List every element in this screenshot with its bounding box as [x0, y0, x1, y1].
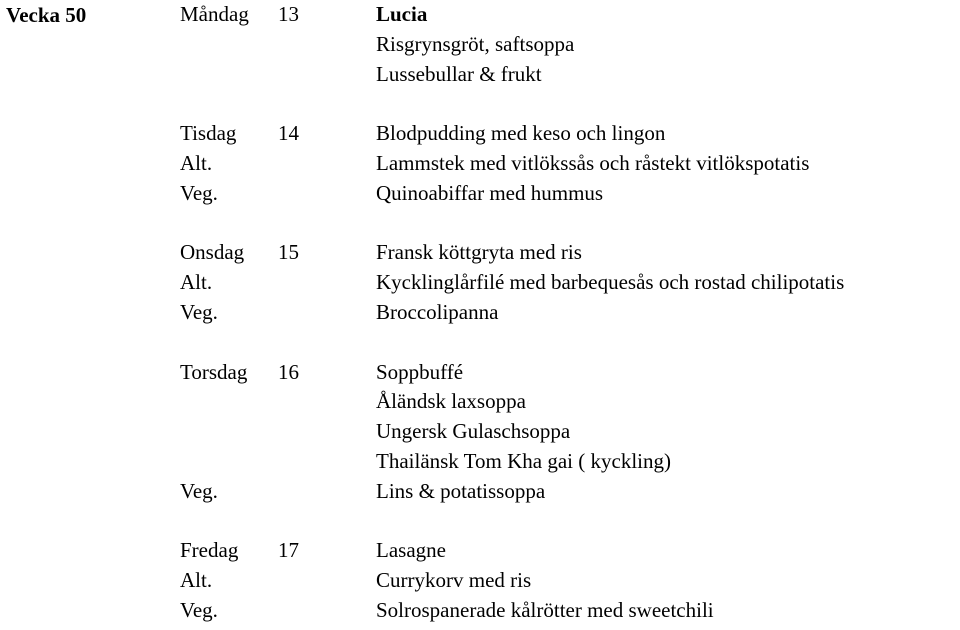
dish-label: Ungersk Gulaschsoppa [376, 419, 571, 444]
day-block-friday [0, 536, 960, 625]
day-label: Onsdag [180, 240, 245, 265]
menu-row [0, 30, 960, 60]
day-label: Tisdag [180, 121, 237, 146]
veg-label: Veg. [180, 299, 218, 324]
menu-row [0, 238, 960, 268]
menu-row [0, 179, 960, 209]
day-block-tuesday [0, 119, 960, 208]
day-block-monday [0, 0, 960, 89]
veg-label: Veg. [180, 478, 218, 503]
alt-label: Alt. [180, 270, 213, 295]
dish-label: Åländsk laxsoppa [376, 389, 526, 414]
dish-label: Solrospanerade kålrötter med sweetchili [376, 597, 714, 622]
date-label: 17 [278, 538, 299, 563]
menu-row [0, 119, 960, 149]
date-label: 15 [278, 240, 299, 265]
dish-label: Currykorv med ris [376, 568, 532, 593]
menu-row [0, 536, 960, 566]
dish-label: Lammstek med vitlökssås och råstekt vitlökspotatis [376, 150, 810, 175]
day-label: Fredag [180, 538, 239, 563]
day-label: Måndag [180, 2, 249, 26]
dish-label: Fransk köttgryta med ris [376, 240, 582, 265]
menu-row [0, 60, 960, 90]
veg-label: Veg. [180, 597, 218, 622]
dish-label: Risgrynsgröt, saftsoppa [376, 31, 575, 56]
dish-label: Lasagne [376, 538, 446, 563]
dish-label: Soppbuffé [376, 359, 464, 384]
dish-label: Blodpudding med keso och lingon [376, 121, 666, 146]
dish-label: Quinoabiffar med hummus [376, 180, 604, 205]
menu-row [0, 447, 960, 477]
menu-row [0, 387, 960, 417]
dish-label: Broccolipanna [376, 299, 499, 324]
menu-row [0, 566, 960, 596]
menu-row [0, 417, 960, 447]
alt-label: Alt. [180, 568, 213, 593]
date-label: 16 [278, 359, 299, 384]
day-label: Torsdag [180, 359, 248, 384]
dish-label: Lussebullar & frukt [376, 61, 542, 86]
menu-row [0, 268, 960, 298]
menu-row [0, 358, 960, 388]
dish-label: Kycklinglårfilé med barbequesås och rostad chilipotatis [376, 270, 845, 295]
menu-row [0, 477, 960, 507]
dish-label: Lins & potatissoppa [376, 478, 546, 503]
menu-row [0, 0, 960, 30]
day-block-wednesday [0, 238, 960, 327]
dish-label: Thailänsk Tom Kha gai ( kyckling) [376, 448, 671, 473]
alt-label: Alt. [180, 150, 213, 175]
menu-row [0, 298, 960, 328]
veg-label: Veg. [180, 180, 218, 205]
dish-label: Lucia [376, 2, 428, 26]
day-block-thursday [0, 358, 960, 507]
date-label: 14 [278, 121, 299, 146]
week-label: Vecka 50 [6, 3, 87, 27]
menu-row [0, 596, 960, 626]
date-label: 13 [278, 2, 299, 26]
menu-row [0, 149, 960, 179]
